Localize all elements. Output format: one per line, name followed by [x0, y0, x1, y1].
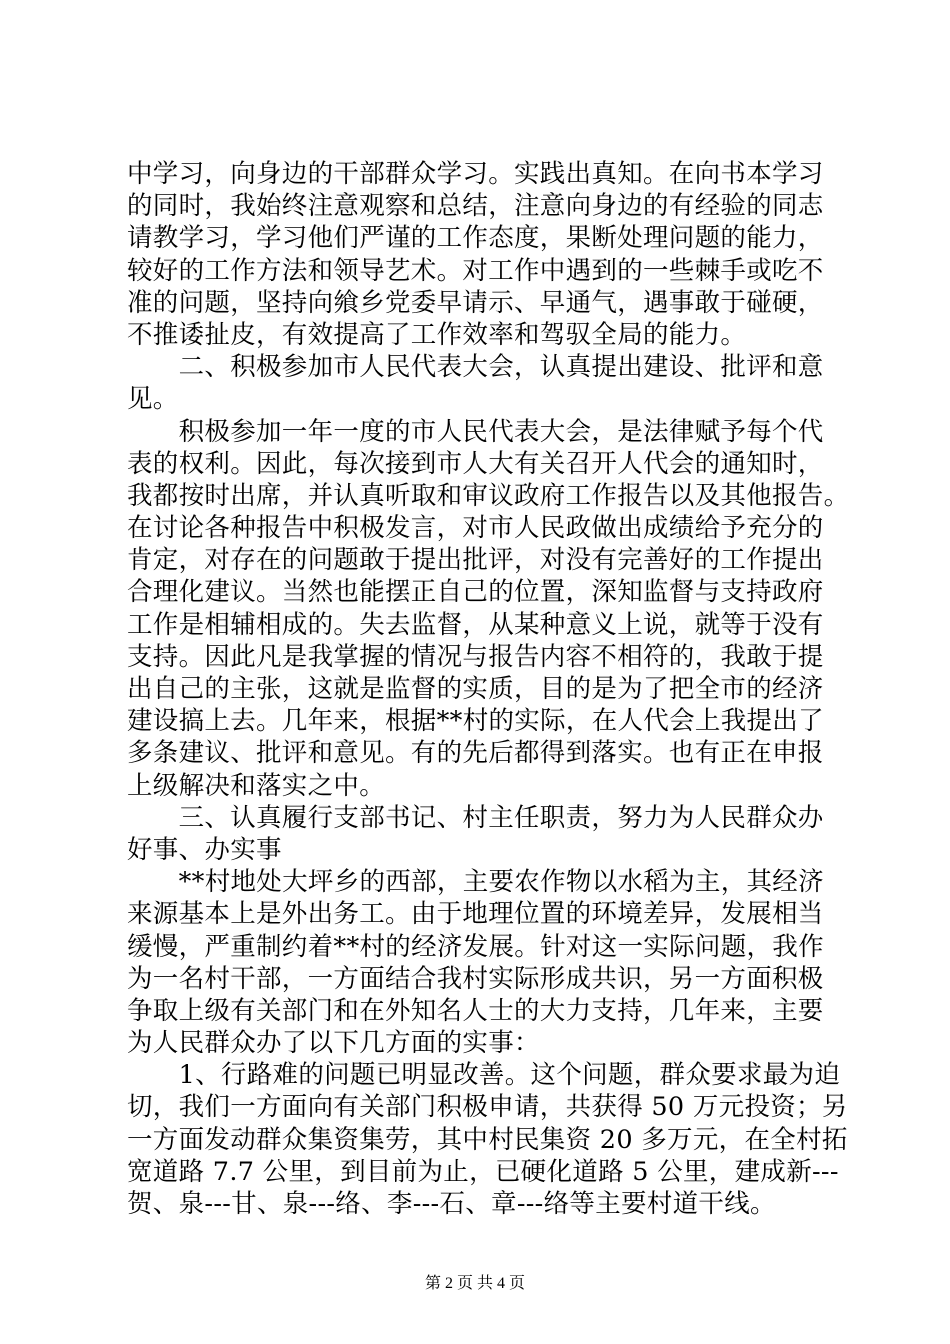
text-line: 为人民群众办了以下几方面的实事：: [127, 1028, 540, 1059]
text-line: 为一名村干部，一方面结合我村实际形成共识，另一方面积极: [127, 963, 824, 994]
text-line: 肯定，对存在的问题敢于提出批评，对没有完善好的工作提出: [127, 545, 824, 576]
text-line: 工作是相辅相成的。失去监督，从某种意义上说，就等于没有: [127, 609, 824, 640]
text-line: 积极参加一年一度的市人民代表大会，是法律赋予每个代: [127, 416, 824, 447]
body-text: [127, 158, 850, 1220]
text-line: 出自己的主张，这就是监督的实质，目的是为了把全市的经济: [127, 674, 824, 704]
text-line: 建设搞上去。几年来，根据**村的实际，在人代会上我提出了: [127, 706, 824, 737]
text-line: 准的问题，坚持向飨乡党委早请示、早通气，遇事敢于碰硬，: [127, 287, 824, 318]
text-line: 缓慢，严重制约着**村的经济发展。针对这一实际问题，我作: [127, 931, 824, 962]
text-line: 贺、泉---甘、泉---络、李---石、章---络等主要村道干线。: [127, 1189, 776, 1219]
text-line: 上级解决和落实之中。: [127, 770, 386, 801]
text-line: **村地处大坪乡的西部，主要农作物以水稻为主，其经济: [127, 867, 824, 898]
page-footer: 第 2 页 共 4 页: [424, 1275, 525, 1292]
text-line: 中学习，向身边的干部群众学习。实践出真知。在向书本学习: [127, 159, 824, 189]
text-line: 来源基本上是外出务工。由于地理位置的环境差异，发展相当: [127, 899, 824, 930]
text-line: 在讨论各种报告中积极发言，对市人民政做出成绩给予充分的: [127, 513, 824, 544]
text-line: 争取上级有关部门和在外知名人士的大力支持，几年来，主要: [127, 995, 824, 1026]
text-line: 合理化建议。当然也能摆正自己的位置，深知监督与支持政府: [127, 577, 824, 608]
text-line: 见。: [127, 384, 179, 415]
text-line: 1、行路难的问题已明显改善。这个问题，群众要求最为迫: [127, 1060, 841, 1091]
text-line: 我都按时出席，并认真听取和审议政府工作报告以及其他报告。: [127, 480, 850, 511]
text-line: 不推诿扯皮，有效提高了工作效率和驾驭全局的能力。: [127, 319, 747, 350]
text-line: 宽道路 7.7 公里，到目前为止，已硬化道路 5 公里，建成新---: [127, 1156, 839, 1187]
text-line: 的同时，我始终注意观察和总结，注意向身边的有经验的同志: [127, 191, 824, 222]
text-line: 表的权利。因此，每次接到市人大有关召开人代会的通知时，: [127, 448, 824, 479]
text-line: 三、认真履行支部书记、村主任职责，努力为人民群众办: [127, 802, 824, 833]
text-line: 较好的工作方法和领导艺术。对工作中遇到的一些棘手或吃不: [127, 255, 824, 286]
text-line: 切，我们一方面向有关部门积极申请，共获得 50 万元投资；另: [127, 1092, 848, 1123]
text-line: 好事、办实事: [127, 834, 282, 865]
text-line: 多条建议、批评和意见。有的先后都得到落实。也有正在申报: [127, 738, 824, 769]
text-line: 支持。因此凡是我掌握的情况与报告内容不相符的，我敢于提: [127, 641, 824, 672]
text-line: 二、积极参加市人民代表大会，认真提出建设、批评和意: [127, 352, 824, 383]
text-line: 请教学习，学习他们严谨的工作态度，果断处理问题的能力，: [127, 223, 824, 254]
text-line: 一方面发动群众集资集劳，其中村民集资 20 多万元，在全村拓: [127, 1124, 848, 1155]
